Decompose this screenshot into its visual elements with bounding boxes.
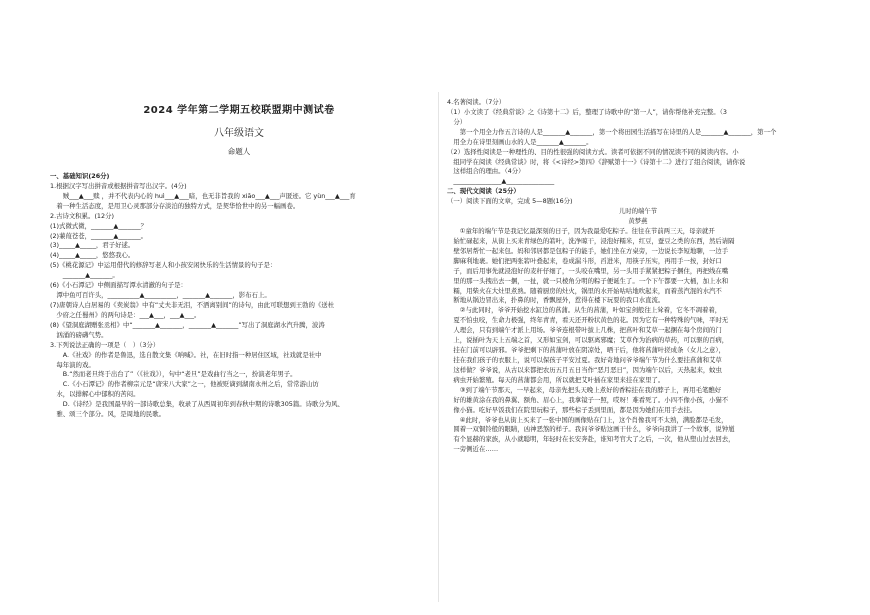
left-text-line: (7)唐朝诗人白居易的《卖炭翁》中有“丈夫非无泪，不洒离别间”的诗句，由此可联想到王勃的《送杜 [50,300,335,309]
exam-subject: 八年级语文 [214,128,264,139]
right-text-line: 黄梦燕 [628,217,648,226]
right-text-line: 断地从锅边冒出来，扑鼻的时，香飘屋外，惹得在楼下玩耍的我口水直流。 [447,296,665,305]
right-text-line: 4.名著阅读。（7分） [447,98,506,106]
right-text-line: ②与此同时，爷爷开始挖水缸边的菖蒲。从生的菖蒲，叶如宝剑般往上耸着，它冬不凋着着， [447,306,722,315]
right-text-line: 挂在门前可以辟邪。爷爷把剩下的菖蒲叶放在阴凉处，晒干后，他将菖蒲叶搓成条（女儿之意）， [447,346,725,355]
left-text-line: 着一种生活态度，是用卫心灵那部分存淡泊的独特方式，是契华恰世中的另一幅画卷。 [50,201,300,210]
left-text-line: 潭中鱼可百许头，__________▲__________，_______▲_______，影布石上。 [50,291,271,300]
left-text-line: (3)_____▲_____，君子好逑。 [50,241,135,250]
left-text-line: 3.下列说法正确的一项是（ ）（3分） [50,340,160,349]
left-column [50,172,428,420]
left-text-line: (6)《小石潭记》中侧面描写潭水清澈的句子是： [50,281,187,290]
right-text-line: 一旁侧近在…… [447,445,499,454]
left-text-line: 少府之任蜀州》的两句诗是：___▲___，___▲___。 [50,310,201,319]
right-text-line: 脚麻利地裹。她们把两张箬叶叠起来，卷成漏斗形，舀进米，用筷子压实，再用手一按，封好口 [447,256,722,265]
right-text-line: （2）选择性阅读是一种理性的、目的性很强的阅读方式。读者可依据不同的情况读不同的阅读内容。小 [447,147,739,156]
left-text-line: (8)《望洞庭湖赠张丞相》中“_______▲_______，_______▲_______”写出了洞庭湖水汽升腾，波涛 [50,320,325,329]
right-text-line: 糯，用柴火在大灶里煮熟。随着厨房的灶火，锅里的水开始咕咕地吹起来，而着蒸汽混的水汽不 [447,286,722,295]
left-text-line: 雅、颂三个部分。风，是周地的民歌。 [50,410,166,419]
right-text-line: 二、现代文阅读（25分） [447,187,520,196]
right-text-line: （一）阅读下面的文章，完成 5—8题(16分) [447,197,573,206]
right-text-line: 挂在我们孩子的衣服上，说可以保孩子平安过夏。我好奇地问爷爷端午节为什么要挂菖蒲和艾草 [447,355,722,364]
right-text-line: 里的那一头拽出去一捆，一扯，就一只棱角分明的粽子便诞生了。一个下午都要一大桶，加上水和 [447,276,729,285]
right-text-line: 人理会，只有到端午才派上用场。爷爷连根带叶拔上几株，把菖叶和艾草一起捆在每个房间的门 [447,326,722,335]
right-text-line: 壁邻居帮忙一起来包。妈和邻居都是包粽子的能手，她们坐在方桌旁，一边说长李短地聊，一边手 [447,246,729,255]
right-text-line: （1）小文读了《经典常谈》之《诗第十二》后，整理了诗歌中的“第一人”，请你帮他补充完整。（3 [447,107,727,116]
right-text-line: _______________▲_______________ [447,177,555,186]
right-text-line: 组同学在阅读《经典常谈》时，将《<诗经>第四》《辞赋第十一》《诗第十二》进行了组合阅读，请你说 [447,157,746,166]
left-text-line: 一、基础知识(26分) [50,172,110,180]
right-text-line: ③到了端午节那天，一早起来，母亲先把头天晚上煮好的香粽挂在我的脖子上，再用毛笔醮好 [447,385,722,394]
column-divider [438,92,439,602]
left-text-line: 每年演的戏。 [50,360,95,369]
left-text-line: 2.古诗文积累。(12分) [50,211,114,220]
right-text-line: 这样组合的理由。（4分） [447,167,525,176]
right-text-line: 圆着一双铜铃般的眼睛，凶神恶煞的样子。我问爷爷贴这画干什么，爷爷向我讲了一个故事，说钟馗 [447,425,735,434]
right-text-line: 分） [447,117,467,126]
right-text-line: 上，说插叶为天上五端之首，又形如宝剑，可以驱离邪魔；艾草作为治病的草药，可以驱的百病， [447,336,729,345]
left-text-line: 水，以排解心中郁积的苦闷。 [50,390,140,399]
left-text-line: A.《社戏》的作者是鲁迅，选自散文集《呐喊》。社，在旧时指一种居住区域，社戏就是社中 [50,350,322,359]
right-text-line: 像小猫。吃好早饭我们在院里玩粽子，那些棕子丢到里面，都是因为她们在用手去挂。 [447,405,697,414]
right-text-line: 好的雄黄涂在我的鼻翼、额角、眉心上，我拿镜子一照，哎呀！难看死了。小四不像小孩，小猫不 [447,395,729,404]
right-text-line: 这样做？爷爷说，从古以来都把农历五月五日当作“恶月恶日”，因为端午以后，天热起来，蚊虫 [447,365,723,374]
left-text-line: (1)式微式微，_______▲_______？ [50,221,148,230]
left-text-line: (5)《桃花源记》中运用借代的修辞写老人和小孩安闲快乐的生活情景的句子是： [50,261,277,270]
exam-author: 命题人 [227,147,251,156]
right-text-line: 第一个用全力作五言诗的人是_______▲_______，第一个将田园生活描写在诗里的人是_______▲_______，第一个 [447,127,777,136]
left-text-line: (2)蒹葭苍苍，_______▲_______。 [50,231,148,240]
left-text-line: 1.根据汉字写出拼音或根据拼音写出汉字。(4分) [50,181,187,190]
right-text-line: 病虫开始繁殖。每天的菖蒲都会用，所以就把艾叶插在家里来挂在家里了。 [447,375,665,384]
left-text-line: D.《诗经》是我国最早的一部诗歌总集，收录了从西周初年到春秋中期的诗歌305篇。诗歌分为风、 [50,400,344,409]
left-text-line: 贼___▲___赎 ，并不代表内心的 huì___▲___暗，也无非旨我的 xiāo___▲___声匿迹。它 yùn___▲___育 [50,191,356,200]
right-text-line: 夏不怕虫咬，生命力极强，终年青青，看天还开粉状黄色的花。因为它有一种特殊的气味，平时无 [447,316,729,325]
left-text-line: (4)_____▲_____，悠悠我心。 [50,251,135,260]
right-text-line: 有个显赫的家族，从小就聪明，年轻时在长安奔赴，谁知考官大了之后，一次，他从塑山过去回去， [447,435,735,444]
left-text-line: _______▲_______。 [50,271,119,280]
exam-title: 2024 学年第二学期五校联盟期中测试卷 [143,105,335,116]
left-text-line: 汹涌的磅礴气势。 [50,330,108,339]
right-text-line: ①童年的端午节是我记忆最深刻的日子，因为我最爱吃粽子。往往在节前两三天，母亲就开 [447,226,715,235]
left-text-line: B.“然而老旦终于出台了”（《社戏》），句中“老旦”是戏曲行当之一，扮演老年男子。 [50,370,297,379]
left-text-line: C.《小石潭记》的作者柳宗元是“唐宋八大家”之一，他被贬谪到湖南永州之后，常常游山访 [50,380,319,389]
right-text-line: 儿时的端午节 [618,207,658,216]
right-column [447,98,829,455]
right-text-line: 始忙碌起来，从街上买来青绿色的箬叶，洗净晾干，浸泡好糯米，红豆，蚕豆之类的东西，然后请隔 [447,236,735,245]
right-text-line: 用全力在诗里刻画山水的人是_______▲_______。 [447,137,593,146]
right-text-line: 子，而后用事先就浸泡好的麦秆仔细了，一头咬在嘴里，另一头用手紧紧把粽子捆住，再把线在嘴 [447,266,729,275]
right-text-line: ④此时，爷爷也从街上买来了一张中国的画像贴在门上，这个肖像我可不太熟，满脸都是毛发， [447,415,728,424]
